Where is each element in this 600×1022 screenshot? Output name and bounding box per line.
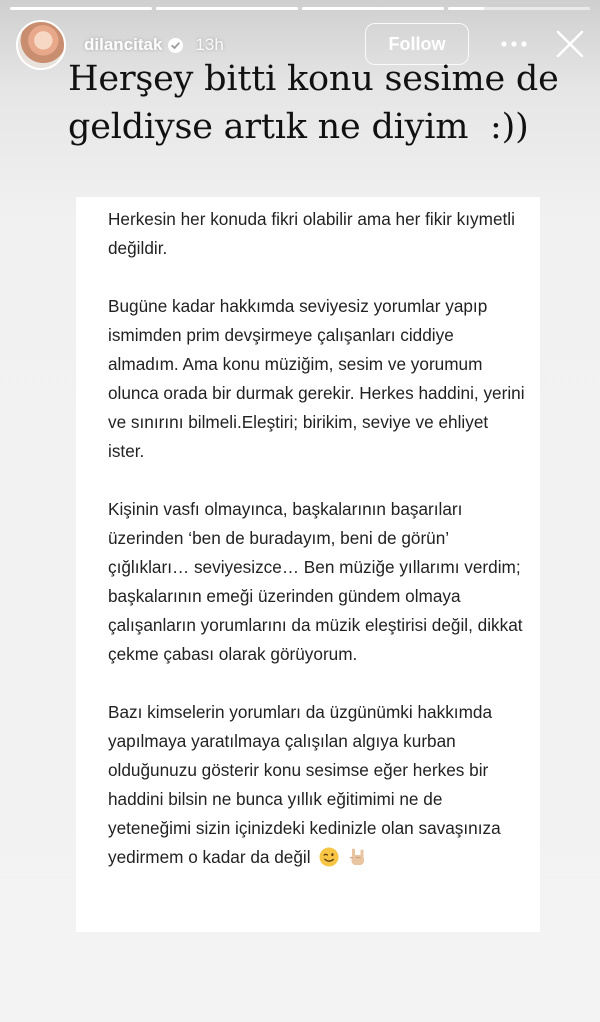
statement-paragraph: Kişinin vasfı olmayınca, başkalarının başarıları üzerinden ‘ben de buradayım, beni de görün’ çığlıkları… seviyesizce… Ben müziğe yıllarımı verdim; başkalarının emeği üzerinden gündem olmaya çalışanların yorumlarını da müzik eleştirisi değil, dikkat çekme çabası olarak görüyorum. xyxy=(108,499,523,664)
story-timestamp: 13h xyxy=(195,35,224,54)
story-text-line: geldiyse artık ne diyim :)) xyxy=(68,107,529,147)
username[interactable]: dilancitak xyxy=(84,35,163,54)
story-progress-bar xyxy=(10,7,590,10)
progress-segment-current xyxy=(448,7,590,10)
statement-paragraph-last xyxy=(108,698,528,872)
avatar[interactable] xyxy=(16,20,66,70)
statement-card xyxy=(76,197,540,932)
follow-button[interactable]: Follow xyxy=(365,23,469,65)
progress-segment xyxy=(302,7,444,10)
sign-of-the-horns-emoji-icon xyxy=(348,847,368,867)
statement-paragraph: Bugüne kadar hakkımda seviyesiz yorumlar yapıp ismimden prim devşirmeye çalışanları ciddiye almadım. Ama konu müziğim, sesim ve yorumum olunca orada bir durmak gerekir. Herkes haddini, yerini ve sınırını bilmeli.Eleştiri; birikim, seviye ve ehliyet ister. xyxy=(108,296,525,461)
story-text-line: Herşey bitti konu sesime de xyxy=(68,59,559,99)
statement-paragraph-text: Bazı kimselerin yorumları da üzgünümki hakkımda yapılmaya yaratılmaya çalışılan algıya kurban olduğunuzu gösterir konu sesimse eğer herkes bir haddini bilsin ne bunca yıllık eğitimimi ne de yeteneğimi sizin içinizdeki kedinizle olan savaşınıza yedirmem o kadar da değil xyxy=(108,702,501,867)
progress-segment xyxy=(10,7,152,10)
story-text-overlay xyxy=(68,55,588,151)
statement-text xyxy=(108,205,528,901)
progress-segment xyxy=(156,7,298,10)
statement-paragraph: Herkesin her konuda fikri olabilir ama her fikir kıymetli değildir. xyxy=(108,209,515,258)
verified-badge-icon xyxy=(168,38,183,53)
winking-face-emoji-icon xyxy=(319,847,339,867)
